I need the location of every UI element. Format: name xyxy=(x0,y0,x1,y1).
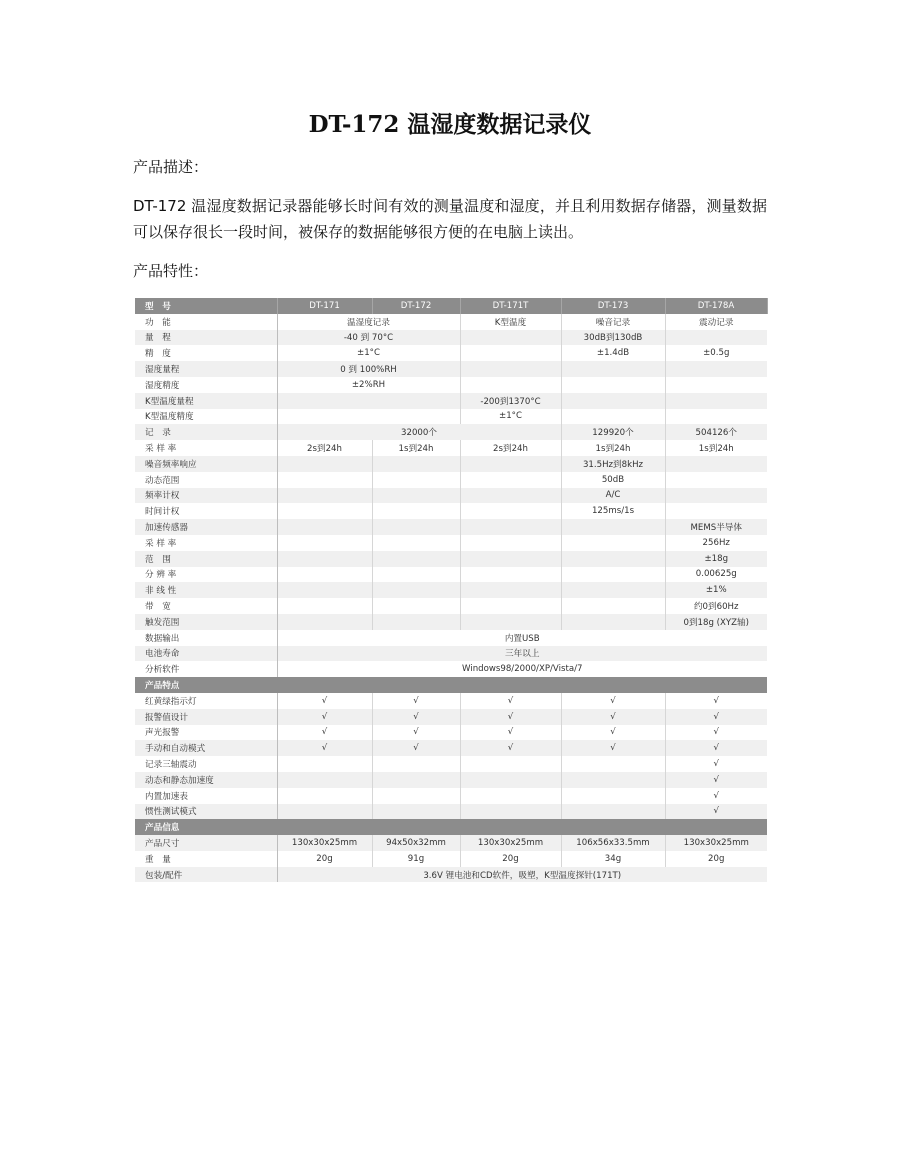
table-cell xyxy=(277,582,372,598)
row-label: 带 宽 xyxy=(135,598,277,614)
table-cell xyxy=(561,409,665,425)
table-cell xyxy=(561,535,665,551)
table-cell: 130x30x25mm xyxy=(277,835,372,851)
table-cell xyxy=(460,503,561,519)
table-cell xyxy=(460,598,561,614)
table-cell: √ xyxy=(561,709,665,725)
table-row xyxy=(135,582,767,598)
table-cell: 2s到24h xyxy=(460,440,561,456)
row-label: 动态和静态加速度 xyxy=(135,772,277,788)
table-cell xyxy=(372,519,460,535)
header-model-cell: DT-171 xyxy=(277,298,372,314)
row-label: 动态范围 xyxy=(135,472,277,488)
table-cell: -40 到 70°C xyxy=(277,330,460,346)
table-cell xyxy=(460,614,561,630)
table-cell: 0 到 100%RH xyxy=(277,361,460,377)
table-row xyxy=(135,535,767,551)
table-cell xyxy=(561,377,665,393)
table-row xyxy=(135,361,767,377)
table-cell xyxy=(277,756,372,772)
table-header-row xyxy=(135,298,767,314)
table-cell xyxy=(277,472,372,488)
row-label: 记 录 xyxy=(135,424,277,440)
row-label: 非 线 性 xyxy=(135,582,277,598)
table-cell xyxy=(665,361,767,377)
table-cell xyxy=(277,409,460,425)
row-label: 范 围 xyxy=(135,551,277,567)
header-model-label: 型 号 xyxy=(135,298,277,314)
table-row xyxy=(135,409,767,425)
table-cell: 91g xyxy=(372,851,460,867)
table-cell: 1s到24h xyxy=(561,440,665,456)
table-cell xyxy=(561,788,665,804)
table-row xyxy=(135,519,767,535)
table-cell: 130x30x25mm xyxy=(665,835,767,851)
table-cell: 20g xyxy=(460,851,561,867)
table-row xyxy=(135,756,767,772)
row-label: 分析软件 xyxy=(135,661,277,677)
table-cell xyxy=(277,488,372,504)
spec-table-body xyxy=(135,298,767,882)
table-cell: √ xyxy=(460,693,561,709)
table-cell xyxy=(561,772,665,788)
table-cell: 31.5Hz到8kHz xyxy=(561,456,665,472)
table-cell: √ xyxy=(460,740,561,756)
table-cell: 约0到60Hz xyxy=(665,598,767,614)
table-row xyxy=(135,693,767,709)
table-row xyxy=(135,630,767,646)
table-row xyxy=(135,709,767,725)
table-row xyxy=(135,488,767,504)
table-cell: √ xyxy=(561,725,665,741)
section-label: 产品特点 xyxy=(135,677,767,693)
row-label: 频率计权 xyxy=(135,488,277,504)
table-cell: √ xyxy=(561,740,665,756)
table-cell: 1s到24h xyxy=(372,440,460,456)
table-cell: 94x50x32mm xyxy=(372,835,460,851)
table-cell xyxy=(665,472,767,488)
table-cell: √ xyxy=(665,693,767,709)
row-label: 内置加速表 xyxy=(135,788,277,804)
table-cell xyxy=(665,456,767,472)
table-cell xyxy=(460,756,561,772)
table-cell: ±1°C xyxy=(460,409,561,425)
table-cell: √ xyxy=(665,756,767,772)
table-cell: √ xyxy=(460,709,561,725)
table-cell: -200到1370°C xyxy=(460,393,561,409)
table-cell xyxy=(460,804,561,820)
table-row xyxy=(135,851,767,867)
table-cell: MEMS半导体 xyxy=(665,519,767,535)
table-cell xyxy=(277,567,372,583)
table-row xyxy=(135,503,767,519)
table-row xyxy=(135,424,767,440)
table-cell: 504126个 xyxy=(665,424,767,440)
row-label: K型温度精度 xyxy=(135,409,277,425)
table-cell: 三年以上 xyxy=(277,646,767,662)
table-cell: K型温度 xyxy=(460,314,561,330)
table-cell xyxy=(372,503,460,519)
table-row xyxy=(135,614,767,630)
table-cell xyxy=(372,772,460,788)
table-row xyxy=(135,377,767,393)
table-cell: ±1.4dB xyxy=(561,345,665,361)
table-cell: ±1°C xyxy=(277,345,460,361)
row-label: 分 辨 率 xyxy=(135,567,277,583)
table-cell: 106x56x33.5mm xyxy=(561,835,665,851)
table-cell xyxy=(277,393,460,409)
table-cell xyxy=(460,788,561,804)
table-cell: √ xyxy=(561,693,665,709)
table-cell xyxy=(372,614,460,630)
table-row xyxy=(135,804,767,820)
table-cell: √ xyxy=(460,725,561,741)
row-label: 触发范围 xyxy=(135,614,277,630)
table-cell xyxy=(277,456,372,472)
table-cell: Windows98/2000/XP/Vista/7 xyxy=(277,661,767,677)
features-heading: 产品特性： xyxy=(133,262,209,280)
table-cell: 0到18g (XYZ轴) xyxy=(665,614,767,630)
row-label: 红黄绿指示灯 xyxy=(135,693,277,709)
spec-table xyxy=(135,298,768,882)
row-label: 重 量 xyxy=(135,851,277,867)
table-cell: 2s到24h xyxy=(277,440,372,456)
table-cell xyxy=(372,567,460,583)
row-label: 精 度 xyxy=(135,345,277,361)
table-cell xyxy=(372,472,460,488)
table-cell: 34g xyxy=(561,851,665,867)
row-label: 功 能 xyxy=(135,314,277,330)
table-cell xyxy=(277,519,372,535)
row-label: 时间计权 xyxy=(135,503,277,519)
description-heading: 产品描述： xyxy=(133,158,209,176)
table-row xyxy=(135,788,767,804)
table-cell xyxy=(561,804,665,820)
table-cell xyxy=(460,551,561,567)
table-cell: ±18g xyxy=(665,551,767,567)
table-cell xyxy=(665,503,767,519)
table-cell xyxy=(277,614,372,630)
section-row xyxy=(135,677,767,693)
table-row xyxy=(135,551,767,567)
table-cell xyxy=(665,393,767,409)
table-cell: 30dB到130dB xyxy=(561,330,665,346)
table-cell xyxy=(277,598,372,614)
table-row xyxy=(135,598,767,614)
table-cell xyxy=(372,756,460,772)
table-cell: √ xyxy=(665,740,767,756)
table-cell xyxy=(561,567,665,583)
table-row xyxy=(135,740,767,756)
table-cell xyxy=(460,456,561,472)
table-cell xyxy=(277,503,372,519)
table-cell: 50dB xyxy=(561,472,665,488)
table-cell: 130x30x25mm xyxy=(460,835,561,851)
table-row xyxy=(135,345,767,361)
table-cell xyxy=(561,551,665,567)
table-cell: √ xyxy=(372,740,460,756)
table-cell xyxy=(561,614,665,630)
table-cell: 125ms/1s xyxy=(561,503,665,519)
table-cell xyxy=(460,377,561,393)
table-cell: ±1% xyxy=(665,582,767,598)
table-cell xyxy=(372,582,460,598)
table-cell xyxy=(561,598,665,614)
table-cell xyxy=(372,804,460,820)
table-cell: √ xyxy=(372,725,460,741)
table-cell xyxy=(460,582,561,598)
table-cell xyxy=(460,772,561,788)
header-model-cell: DT-172 xyxy=(372,298,460,314)
table-row xyxy=(135,472,767,488)
row-label: 包装/配件 xyxy=(135,867,277,883)
table-cell: √ xyxy=(277,709,372,725)
table-row xyxy=(135,835,767,851)
table-row xyxy=(135,330,767,346)
table-cell xyxy=(561,582,665,598)
table-cell: ±2%RH xyxy=(277,377,460,393)
row-label: 数据输出 xyxy=(135,630,277,646)
table-cell: 震动记录 xyxy=(665,314,767,330)
table-cell: √ xyxy=(665,709,767,725)
row-label: K型温度量程 xyxy=(135,393,277,409)
table-cell: 0.00625g xyxy=(665,567,767,583)
table-cell xyxy=(561,393,665,409)
table-cell: √ xyxy=(277,693,372,709)
table-row xyxy=(135,567,767,583)
row-label: 噪音频率响应 xyxy=(135,456,277,472)
row-label: 惯性测试模式 xyxy=(135,804,277,820)
row-label: 手动和自动模式 xyxy=(135,740,277,756)
table-row xyxy=(135,867,767,883)
table-row xyxy=(135,393,767,409)
table-cell: √ xyxy=(372,709,460,725)
table-cell xyxy=(277,788,372,804)
table-cell xyxy=(665,330,767,346)
table-cell xyxy=(372,488,460,504)
table-cell xyxy=(665,409,767,425)
row-label: 报警值设计 xyxy=(135,709,277,725)
header-model-cell: DT-171T xyxy=(460,298,561,314)
table-cell xyxy=(277,551,372,567)
table-row xyxy=(135,440,767,456)
table-cell xyxy=(665,377,767,393)
table-cell: √ xyxy=(277,725,372,741)
table-cell xyxy=(460,345,561,361)
table-cell: ±0.5g xyxy=(665,345,767,361)
table-cell: 32000个 xyxy=(277,424,561,440)
header-model-cell: DT-173 xyxy=(561,298,665,314)
table-cell xyxy=(372,456,460,472)
table-row xyxy=(135,661,767,677)
table-cell xyxy=(460,567,561,583)
description-paragraph: DT-172 温湿度数据记录器能够长时间有效的测量温度和湿度，并且利用数据存储器，测量数据可以保存很长一段时间，被保存的数据能够很方便的在电脑上读出。 xyxy=(133,197,767,241)
table-cell xyxy=(561,756,665,772)
table-row xyxy=(135,646,767,662)
row-label: 产品尺寸 xyxy=(135,835,277,851)
table-cell: 129920个 xyxy=(561,424,665,440)
header-model-cell: DT-178A xyxy=(665,298,767,314)
section-label: 产品信息 xyxy=(135,819,767,835)
document-title: DT-172 温湿度数据记录仪 xyxy=(308,111,592,138)
table-cell: √ xyxy=(665,788,767,804)
table-cell xyxy=(372,598,460,614)
table-cell xyxy=(561,361,665,377)
table-cell xyxy=(665,488,767,504)
table-cell xyxy=(561,519,665,535)
table-cell xyxy=(277,772,372,788)
row-label: 湿度量程 xyxy=(135,361,277,377)
table-cell xyxy=(460,519,561,535)
table-cell: 256Hz xyxy=(665,535,767,551)
table-cell: 20g xyxy=(277,851,372,867)
row-label: 电池寿命 xyxy=(135,646,277,662)
table-cell xyxy=(372,788,460,804)
table-cell: 噪音记录 xyxy=(561,314,665,330)
row-label: 采 样 率 xyxy=(135,440,277,456)
section-row xyxy=(135,819,767,835)
table-cell: 1s到24h xyxy=(665,440,767,456)
table-cell: √ xyxy=(665,725,767,741)
table-cell: 内置USB xyxy=(277,630,767,646)
row-label: 湿度精度 xyxy=(135,377,277,393)
table-cell xyxy=(277,804,372,820)
table-cell xyxy=(460,361,561,377)
table-cell xyxy=(277,535,372,551)
table-cell xyxy=(460,488,561,504)
table-cell: √ xyxy=(277,740,372,756)
table-cell: 3.6V 锂电池和CD软件，吸塑，K型温度探针(171T) xyxy=(277,867,767,883)
table-cell: √ xyxy=(372,693,460,709)
table-cell: 20g xyxy=(665,851,767,867)
table-cell: √ xyxy=(665,772,767,788)
row-label: 声光报警 xyxy=(135,725,277,741)
table-cell xyxy=(460,330,561,346)
table-cell: √ xyxy=(665,804,767,820)
table-row xyxy=(135,725,767,741)
table-row xyxy=(135,772,767,788)
row-label: 记录三轴震动 xyxy=(135,756,277,772)
table-cell xyxy=(372,551,460,567)
row-label: 量 程 xyxy=(135,330,277,346)
row-label: 采 样 率 xyxy=(135,535,277,551)
table-cell xyxy=(460,472,561,488)
table-row xyxy=(135,456,767,472)
table-cell: 温湿度记录 xyxy=(277,314,460,330)
row-label: 加速传感器 xyxy=(135,519,277,535)
table-cell: A/C xyxy=(561,488,665,504)
table-cell xyxy=(460,535,561,551)
table-cell xyxy=(372,535,460,551)
table-row xyxy=(135,314,767,330)
